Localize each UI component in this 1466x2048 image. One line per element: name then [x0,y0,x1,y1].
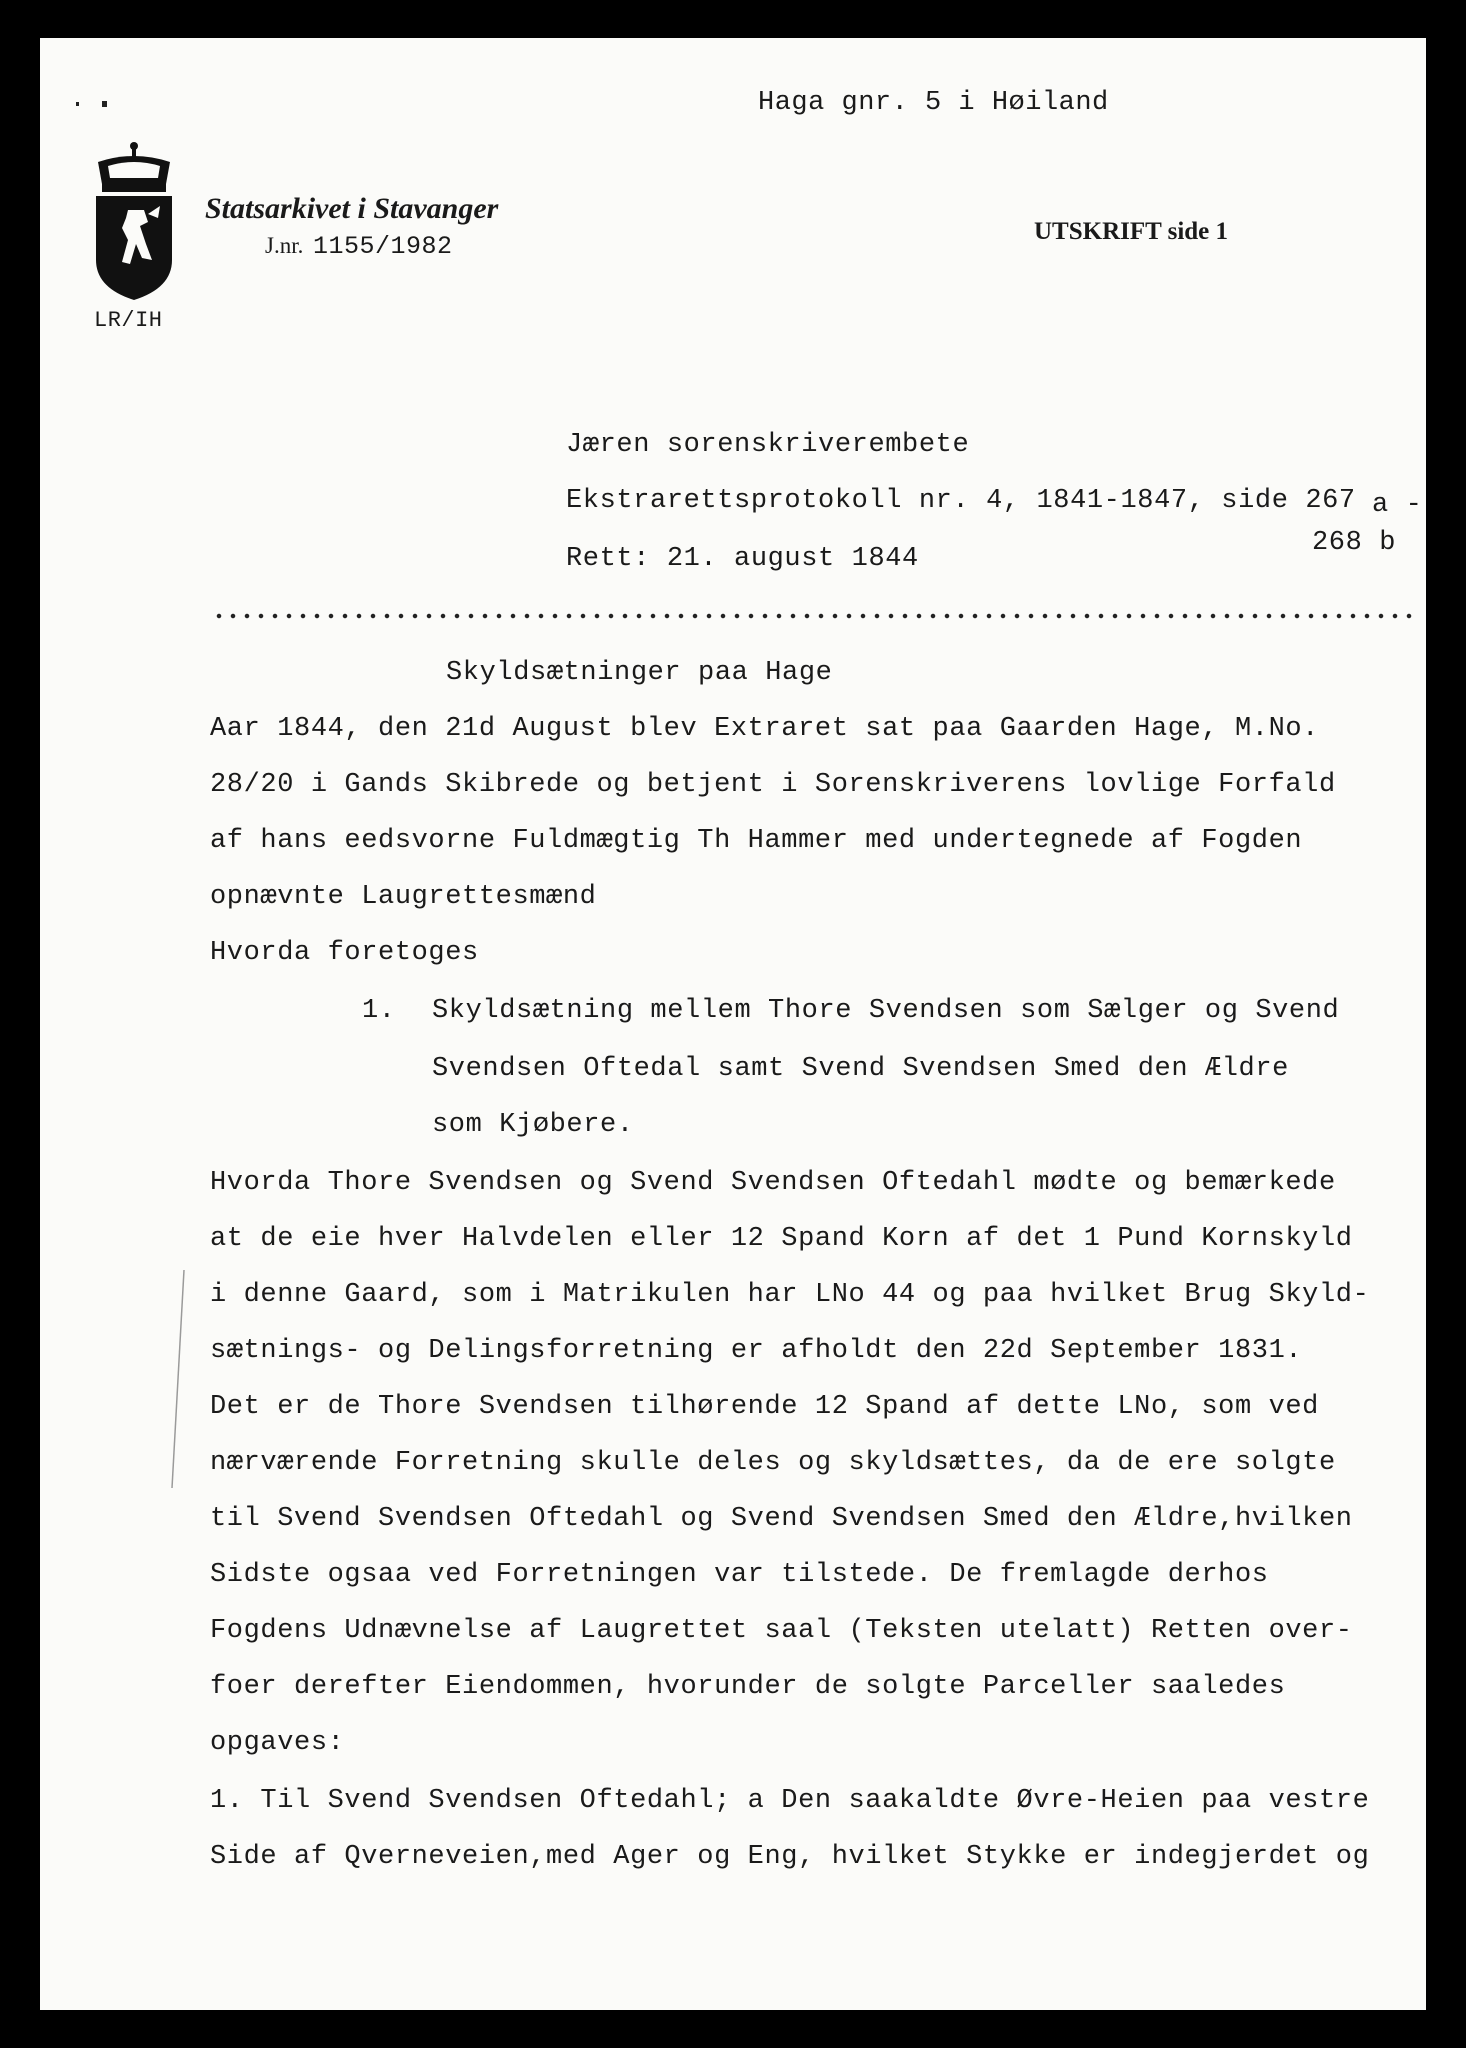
archive-name: Statsarkivet i Stavanger [205,192,499,225]
body-line: til Svend Svendsen Oftedahl og Svend Svendsen Smed den Ældre,hvilken [210,1504,1353,1534]
source-page-b: 268 b [1312,528,1397,558]
item-line: Svendsen Oftedal samt Svend Svendsen Smed den Ældre [432,1054,1289,1084]
source-protocol: Ekstrarettsprotokoll nr. 4, 1841-1847, side 267 [566,486,1356,516]
source-page-a: a - [1372,490,1423,520]
item-number: 1. [362,996,396,1026]
item-line: som Kjøbere. [432,1110,634,1140]
body-line: sætnings- og Delingsforretning er afholdt den 22d September 1831. [210,1336,1303,1366]
body-line: opgaves: [210,1728,345,1758]
body-line: 1. Til Svend Svendsen Oftedahl; a Den saakaldte Øvre-Heien paa vestre [210,1786,1370,1816]
body-line: Det er de Thore Svendsen tilhørende 12 Spand af dette LNo, som ved [210,1392,1319,1422]
body-line: i denne Gaard, som i Matrikulen har LNo 44 og paa hvilket Brug Skyld- [210,1280,1370,1310]
dotted-separator [212,613,1412,619]
item-line: Skyldsætning mellem Thore Svendsen som Sælger og Svend [432,996,1340,1026]
copy-label: UTSKRIFT side 1 [1034,218,1229,245]
body-line: at de eie hver Halvdelen eller 12 Spand Korn af det 1 Pund Kornskyld [210,1224,1353,1254]
document-title: Skyldsætninger paa Hage [446,658,833,688]
body-line: opnævnte Laugrettesmænd [210,882,597,912]
body-line: Aar 1844, den 21d August blev Extraret sat paa Gaarden Hage, M.No. [210,714,1319,744]
body-line: foer derefter Eiendommen, hvorunder de solgte Parceller saaledes [210,1672,1286,1702]
body-line: Hvorda foretoges [210,938,479,968]
farm-reference: Haga gnr. 5 i Høiland [758,88,1109,118]
body-line: Hvorda Thore Svendsen og Svend Svendsen Oftedahl mødte og bemærkede [210,1168,1336,1198]
body-line: 28/20 i Gands Skibrede og betjent i Sorenskriverens lovlige Forfald [210,770,1336,800]
body-line: Side af Qverneveien,med Ager og Eng, hvilket Stykke er indegjerdet og [210,1842,1370,1872]
journal-number-row [265,232,452,261]
margin-mark [168,1270,188,1490]
initials: LR/IH [94,308,163,333]
body-line: nærværende Forretning skulle deles og skyldsættes, da de ere solgte [210,1448,1336,1478]
body-line: af hans eedsvorne Fuldmægtig Th Hammer med undertegnede af Fogden [210,826,1303,856]
coat-of-arms-icon [88,140,180,302]
court-date: Rett: 21. august 1844 [566,544,919,574]
tick-marks [76,98,116,114]
journal-number: 1155/1982 [312,232,453,261]
journal-prefix: J.nr. [265,233,304,258]
source-office: Jæren sorenskriverembete [566,430,970,460]
body-line: Sidste ogsaa ved Forretningen var tilstede. De fremlagde derhos [210,1560,1269,1590]
body-line: Fogdens Udnævnelse af Laugrettet saal (Teksten utelatt) Retten over- [210,1616,1353,1646]
